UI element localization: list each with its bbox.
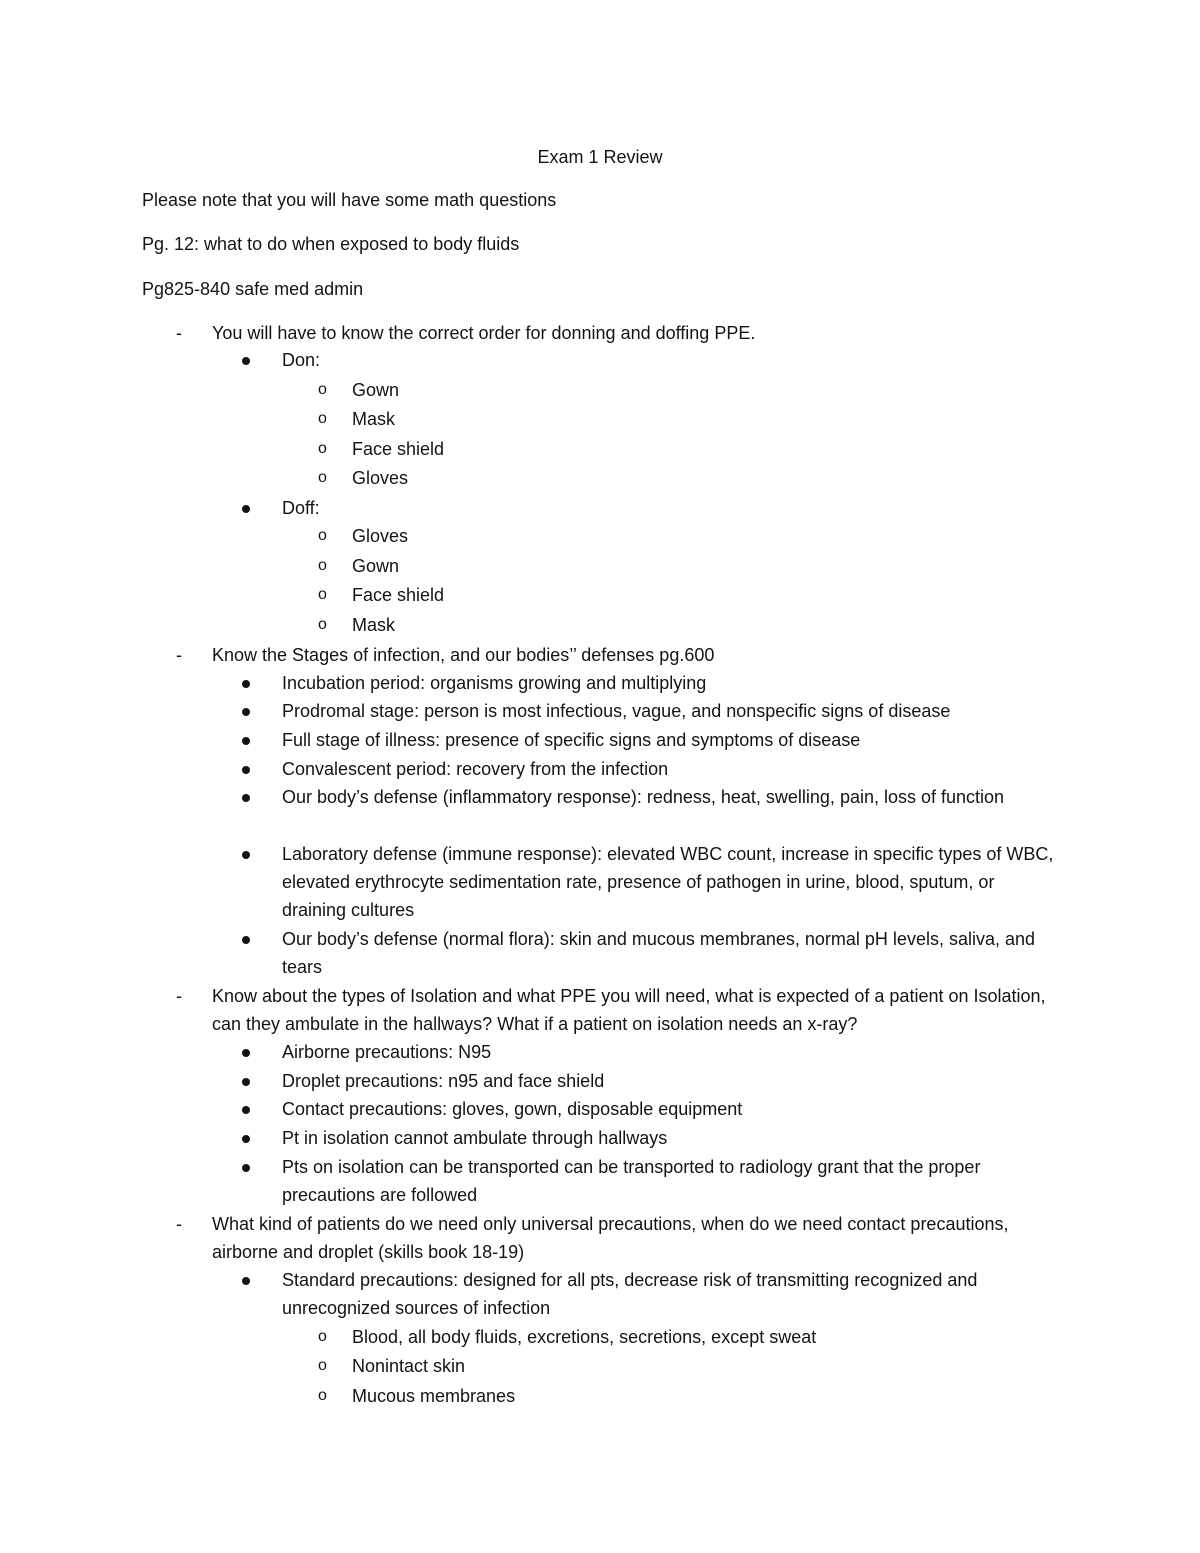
- precautions-text: What kind of patients do we need only universal precautions, when do we need contact precautions, airborne and droplet (skills book 18-19): [212, 1214, 1009, 1262]
- circle-marker: o: [318, 440, 327, 457]
- infection-item: Incubation period: organisms growing and multiplying: [282, 673, 707, 693]
- don-label: Don:: [282, 350, 321, 370]
- don-item: Mask: [352, 409, 396, 429]
- infection-item: Our body’s defense (inflammatory response): redness, heat, swelling, pain, loss of function: [282, 787, 1005, 807]
- bullet-icon: [242, 936, 250, 944]
- don-item: Gown: [352, 380, 400, 400]
- infection-item: Convalescent period: recovery from the infection: [282, 759, 669, 779]
- bullet-icon: [242, 1135, 250, 1143]
- doff-item: Face shield: [352, 585, 445, 605]
- circle-marker: o: [318, 410, 327, 427]
- isolation-item: Droplet precautions: n95 and face shield: [282, 1071, 605, 1091]
- bullet-icon: [242, 680, 250, 688]
- isolation-item: Contact precautions: gloves, gown, disposable equipment: [282, 1099, 743, 1119]
- standard-item: Blood, all body fluids, excretions, secretions, except sweat: [352, 1327, 817, 1347]
- bullet-icon: [242, 708, 250, 716]
- circle-marker: o: [318, 381, 327, 398]
- circle-marker: o: [318, 527, 327, 544]
- intro-math-note: Please note that you will have some math questions: [142, 190, 557, 210]
- standard-item: Nonintact skin: [352, 1356, 466, 1376]
- bullet-icon: [242, 1049, 250, 1057]
- circle-marker: o: [318, 557, 327, 574]
- circle-marker: o: [318, 469, 327, 486]
- isolation-item: Pts on isolation can be transported can be transported to radiology grant that the proper precautions are followed: [282, 1157, 981, 1205]
- page-title: Exam 1 Review: [537, 147, 663, 167]
- infection-item: Prodromal stage: person is most infectious, vague, and nonspecific signs of disease: [282, 701, 951, 721]
- ppe-text: You will have to know the correct order for donning and doffing PPE.: [212, 323, 756, 343]
- doff-label: Doff:: [282, 498, 320, 518]
- circle-marker: o: [318, 1328, 327, 1345]
- dash-marker: -: [176, 323, 182, 343]
- circle-marker: o: [318, 616, 327, 633]
- bullet-icon: [242, 851, 250, 859]
- intro-med-admin: Pg825-840 safe med admin: [142, 279, 364, 299]
- standard-text: Standard precautions: designed for all pts, decrease risk of transmitting recognized and unrecognized sources of infection: [282, 1270, 978, 1318]
- doff-item: Gown: [352, 556, 400, 576]
- infection-text: Know the Stages of infection, and our bodies’’ defenses pg.600: [212, 645, 715, 665]
- standard-item: Mucous membranes: [352, 1386, 516, 1406]
- bullet-icon: [242, 1078, 250, 1086]
- circle-marker: o: [318, 586, 327, 603]
- don-item: Face shield: [352, 439, 445, 459]
- bullet-icon: [242, 1164, 250, 1172]
- bullet-icon: [242, 357, 250, 365]
- dash-marker: -: [176, 645, 182, 665]
- bullet-icon: [242, 505, 250, 513]
- doff-item: Mask: [352, 615, 396, 635]
- intro-body-fluids: Pg. 12: what to do when exposed to body fluids: [142, 234, 520, 254]
- don-item: Gloves: [352, 468, 409, 488]
- bullet-icon: [242, 1106, 250, 1114]
- isolation-text: Know about the types of Isolation and what PPE you will need, what is expected of a patient on Isolation, can they ambulate in the hallways? What if a patient on isolation needs an x-ray?: [212, 986, 1046, 1034]
- dash-marker: -: [176, 986, 182, 1006]
- bullet-icon: [242, 1277, 250, 1285]
- doff-item: Gloves: [352, 526, 409, 546]
- isolation-item: Pt in isolation cannot ambulate through hallways: [282, 1128, 668, 1148]
- circle-marker: o: [318, 1357, 327, 1374]
- infection-item: Our body’s defense (normal flora): skin and mucous membranes, normal pH levels, saliva, and tears: [282, 929, 1036, 977]
- circle-marker: o: [318, 1387, 327, 1404]
- dash-marker: -: [176, 1214, 182, 1234]
- bullet-icon: [242, 766, 250, 774]
- bullet-icon: [242, 794, 250, 802]
- bullet-icon: [242, 737, 250, 745]
- infection-item: Laboratory defense (immune response): elevated WBC count, increase in specific types of WBC, elevated erythrocyte sedimentation rate, presence of pathogen in urine, blood, sputum, or draining cultures: [282, 844, 1054, 920]
- infection-item: Full stage of illness: presence of specific signs and symptoms of disease: [282, 730, 861, 750]
- isolation-item: Airborne precautions: N95: [282, 1042, 492, 1062]
